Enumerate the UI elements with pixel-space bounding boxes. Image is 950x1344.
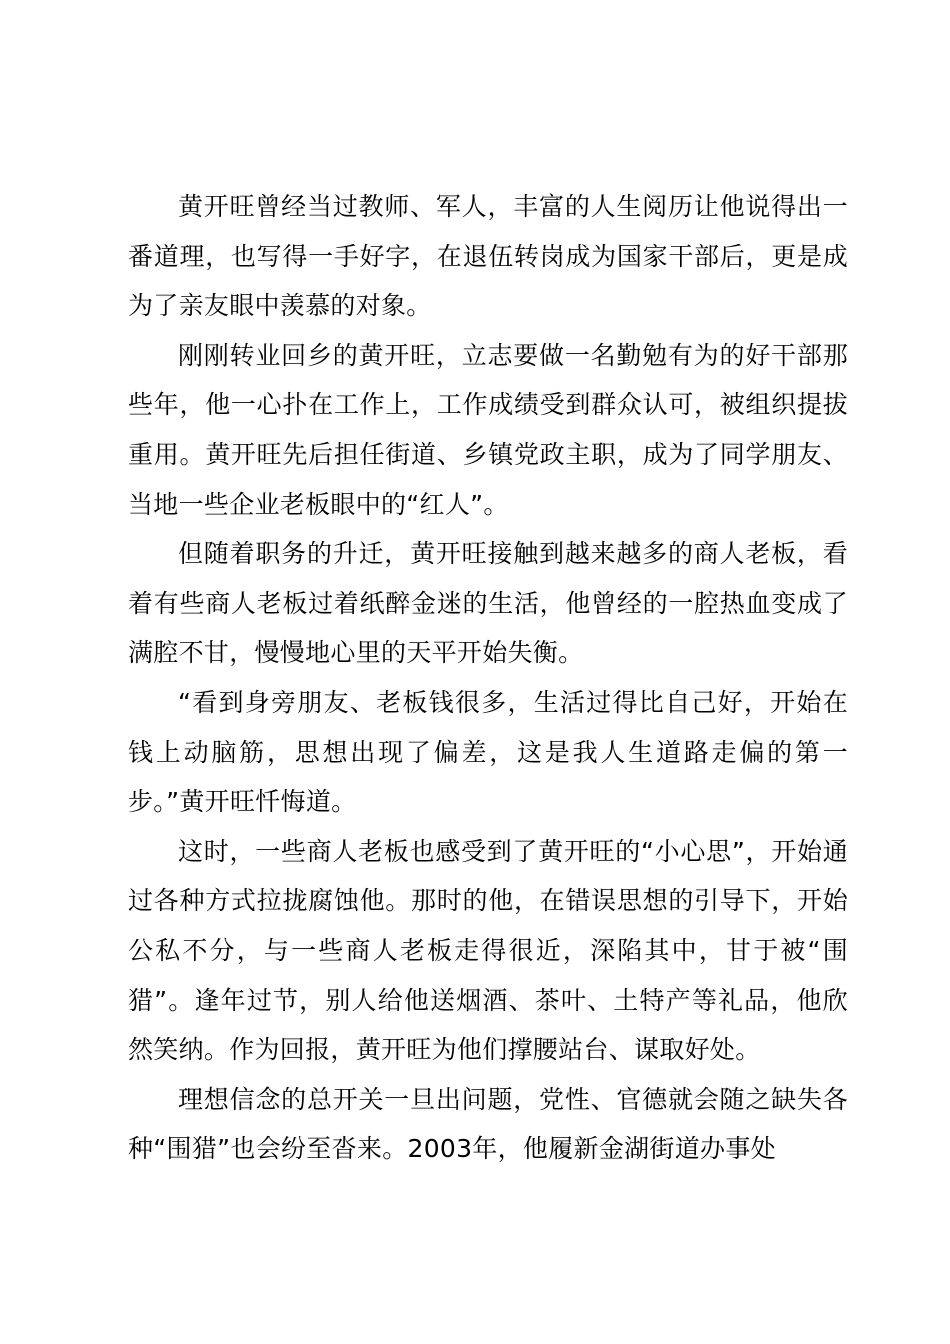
document-body (128, 182, 848, 1174)
paragraph-2: 刚刚转业回乡的黄开旺，立志要做一名勤勉有为的好干部那些年，他一心扑在工作上，工作成绩受到群众认可，被组织提拔重用。黄开旺先后担任街道、乡镇党政主职，成为了同学朋友、当地一些企业老板眼中的“红人”。 (128, 340, 848, 519)
paragraph-6: 理想信念的总开关一旦出问题，党性、官德就会随之缺失各种“围猎”也会纷至沓来。2003年，他履新金湖街道办事处 (128, 1084, 848, 1164)
paragraph-3: 但随着职务的升迁，黄开旺接触到越来越多的商人老板，看着有些商人老板过着纸醉金迷的生活，他曾经的一腔热血变成了满腔不甘，慢慢地心里的天平开始失衡。 (128, 539, 848, 668)
paragraph-5: 这时，一些商人老板也感受到了黄开旺的“小心思”，开始通过各种方式拉拢腐蚀他。那时的他，在错误思想的引导下，开始公私不分，与一些商人老板走得很近，深陷其中，甘于被“围猎”。逢年过节，别人给他送烟酒、茶叶、土特产等礼品，他欣然笑纳。作为回报，黄开旺为他们撑腰站台、谋取好处。 (128, 836, 848, 1065)
paragraph-1: 黄开旺曾经当过教师、军人，丰富的人生阅历让他说得出一番道理，也写得一手好字，在退伍转岗成为国家干部后，更是成为了亲友眼中羡慕的对象。 (128, 192, 848, 321)
paragraph-4: “看到身旁朋友、老板钱很多，生活过得比自己好，开始在钱上动脑筋，思想出现了偏差，这是我人生道路走偏的第一步。”黄开旺忏悔道。 (128, 687, 848, 817)
